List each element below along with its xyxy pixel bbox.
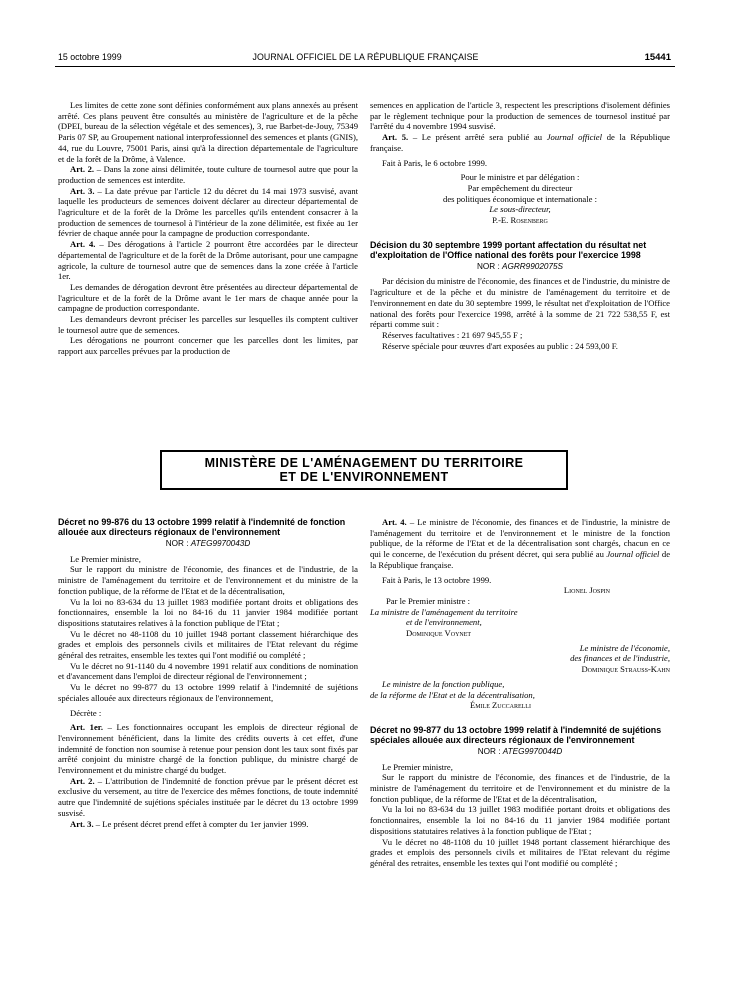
done-at: Fait à Paris, le 13 octobre 1999. [382,574,492,585]
signature-name: Dominique Strauss-Kahn [581,664,670,675]
column-bottom-left [58,517,358,829]
signature-line: Par empêchement du directeur [467,182,573,193]
article-2: Art. 2. – L'attribution de l'indemnité de fonction prévue par le présent décret est exclusive du versement, au titre de l'exercice des mêmes fonctions, de toute indemnité autre que l'indemnité de sujétions spéciales instituée par le décret du 13 octobre 1999 susvisé. [58,775,359,818]
nor-reference: NOR : AGRR9902075S [476,261,564,271]
signature-title: Le ministre de l'économie, [579,642,670,653]
ministry-line: ET DE L'ENVIRONNEMENT [279,470,449,484]
nor-reference: NOR : ATEG9970044D [477,746,563,756]
paragraph: Vu le décret no 48-1108 du 10 juillet 1948 portant classement hiérarchique des grades et emplois des personnels civils et militaires de l'Etat relevant du régime général des retraites, ensemble les textes qui l'ont modifié ou complété ; [370,836,670,868]
paragraph: Réserves facultatives : 21 697 945,55 F ; [382,329,523,340]
signature-title: et de l'environnement, [406,617,482,628]
paragraph: Les demandeurs devront préciser les parcelles sur lesquelles ils comptent cultiver le tournesol autre que de semences. [58,314,358,335]
signature-name: P.-E. Rosenberg [492,215,548,226]
article-2: Art. 2. – Dans la zone ainsi délimitée, toute culture de tournesol autre que pour la production de semences est interdite. [58,164,358,185]
paragraph: Les limites de cette zone sont définies conformément aux plans annexés au présent arrêté. Ces plans peuvent être consultés au ministère de l'agriculture et de la pêche (DPEI, bureau de la sélection végétale et des semences), 3, rue Barbet-de-Jouy, 75349 Paris 07 SP, au Groupement national interprofessionnel des semences et plants (GNIS), 44, rue du Louvre, 75001 Paris, ainsi qu'à la direction départementale de l'agriculture et de la forêt de la Drôme, à Valence. [58,100,359,164]
signature-line: des politiques économique et internationale : [443,193,597,204]
ministry-line: MINISTÈRE DE L'AMÉNAGEMENT DU TERRITOIRE [204,456,524,470]
paragraph: Par décision du ministre de l'économie, des finances et de l'industrie, du ministre de l'agriculture et de la pêche et du ministre de l'aménagement du territoire et de l'environnement en date du 30 septembre 1999, le résultat net d'exploitation de l'Office national des forêts pour l'exercice 1998, arrêté à la somme de 21 722 538,55 F, est réparti comme suit : [370,276,670,330]
paragraph: Vu le décret no 91-1140 du 4 novembre 1991 relatif aux conditions de nomination et d'avancement dans l'emploi de directeur régional de l'environnement ; [58,660,358,682]
paragraph: Les demandes de dérogation devront être présentées au directeur départemental de l'agriculture et de la forêt de la Drôme avant le 1er mars de chaque année pour la campagne de production correspondante. [58,281,358,314]
paragraph: Le Premier ministre, [382,761,453,772]
article-3: Art. 3. – La date prévue par l'article 12 du décret du 14 mai 1973 susvisé, avant laquelle les producteurs de semences doivent déclarer au directeur départemental de l'agriculture et de la forêt de la Drôme les parcelles qu'ils entendent consacrer à la production de semences de tournesol à l'intérieur de la zone délimitée, est fixée au 1er février de chaque année pour la campagne de production correspondante. [58,185,358,239]
signature-title: Le ministre de la fonction publique, [382,678,505,689]
signature-title: La ministre de l'aménagement du territoire [370,606,518,617]
signature-line: Pour le ministre et par délégation : [460,172,580,183]
column-top-right [370,100,670,351]
paragraph: Réserve spéciale pour œuvres d'art exposées au public : 24 593,00 F. [382,340,618,351]
signature-name: Émile Zuccarelli [470,700,531,711]
paragraph: Vu la loi no 83-634 du 13 juillet 1983 modifiée portant droits et obligations des fonctionnaires, ensemble la loi no 84-16 du 11 janvier 1984 modifiée portant dispositions statutaires relatives à la fonction publique de l'Etat ; [58,596,358,628]
paragraph: Sur le rapport du ministre de l'économie, des finances et de l'industrie, de la ministre de l'aménagement du territoire et de l'environnement et du ministre de la fonction publique, de la réforme de l'Etat et de la décentralisation, [58,564,358,596]
signature-title: Le sous-directeur, [489,204,551,215]
paragraph: Les dérogations ne pourront concerner que les parcelles dont les limites, par rapport aux parcelles prévues par la production de [58,335,358,357]
decision-title: Décision du 30 septembre 1999 portant affectation du résultat net d'exploitation de l'Office national des forêts pour l'exercice 1998 [370,239,647,260]
decree-title: Décret no 99-876 du 13 octobre 1999 relatif à l'indemnité de fonction allouée aux directeurs régionaux de l'environnement [58,517,346,537]
decrete: Décrète : [70,707,102,718]
article-4: Art. 4. – Le ministre de l'économie, des finances et de l'industrie, la ministre de l'aménagement du territoire et de l'environnement et le ministre de la fonction publique, de la réforme de l'Etat et de la décentralisation sont chargés, chacun en ce qui le concerne, de l'exécution du présent décret, qui sera publié au Journal officiel de la République française. [370,517,671,570]
article-5: Art. 5. – Le présent arrêté sera publié au Journal officiel de la République française. [370,132,670,153]
nor-reference: NOR : ATEG9970043D [165,539,251,548]
decree-title: Décret no 99-877 du 13 octobre 1999 relatif à l'indemnité de sujétions spéciales allouée aux directeurs régionaux de l'environnement [370,724,662,745]
column-top-left [58,100,358,357]
signature-line: Par le Premier ministre : [386,595,471,606]
paragraph: semences en application de l'article 3, respectent les prescriptions d'isolement définies par le règlement technique pour la production de semences de tournesol institué par l'arrêté du 4 novembre 1994 susvisé. [370,100,670,132]
signature-name: Dominique Voynet [406,628,472,639]
signature-title: de la réforme de l'Etat et de la décentralisation, [370,689,535,700]
signature-title: des finances et de l'industrie, [570,653,670,664]
done-at: Fait à Paris, le 6 octobre 1999. [382,157,488,168]
header-rule [55,66,675,67]
paragraph: Vu la loi no 83-634 du 13 juillet 1983 modifiée portant droits et obligations des fonctionnaires, ensemble la loi no 84-16 du 11 janvier 1984 modifiée portant dispositions statutaires relatives à la fonction publique de l'Etat ; [370,804,670,836]
paragraph: Sur le rapport du ministre de l'économie, des finances et de l'industrie, de la ministre de l'aménagement du territoire et de l'environnement et du ministre de la fonction publique, de la réforme de l'Etat et de la décentralisation, [370,772,670,804]
signature-name: Lionel Jospin [563,585,610,596]
paragraph: Vu le décret no 99-877 du 13 octobre 1999 relatif à l'indemnité de sujétions spéciales allouée aux directeurs régionaux de l'environnement, [58,682,358,703]
column-bottom-right [370,517,670,869]
article-3: Art. 3. – Le présent décret prend effet à compter du 1er janvier 1999. [70,818,309,829]
article-1: Art. 1er. – Les fonctionnaires occupant les emplois de directeur régional de l'environnement bénéficient, dans la limite des crédits ouverts à cet effet, d'une indemnité de fonction non soumise à retenue pour pension dont les taux sont fixés par arrêté conjoint du ministre chargé de la fonction publique, du ministre chargé de l'environnement et du ministre chargé du budget. [58,722,358,776]
header-date: 15 octobre 1999 [58,52,122,62]
ministry-banner [160,450,568,490]
paragraph: Le Premier ministre, [70,553,141,564]
journal-title: JOURNAL OFFICIEL DE LA RÉPUBLIQUE FRANÇAISE [252,52,479,62]
paragraph: Vu le décret no 48-1108 du 10 juillet 1948 portant classement hiérarchique des grades et emplois des personnels civils et militaires de l'Etat relevant du régime général des retraites, ensemble les textes qui l'ont modifié ou complété ; [58,628,358,661]
article-4: Art. 4. – Des dérogations à l'article 2 pourront être accordées par le directeur départemental de l'agriculture et de la forêt de la Drôme autorisant, pour une campagne agricole, la culture de tournesol autre que de semences dans la zone créée à l'article 1er. [58,239,359,282]
page-number: 15441 [644,52,671,63]
